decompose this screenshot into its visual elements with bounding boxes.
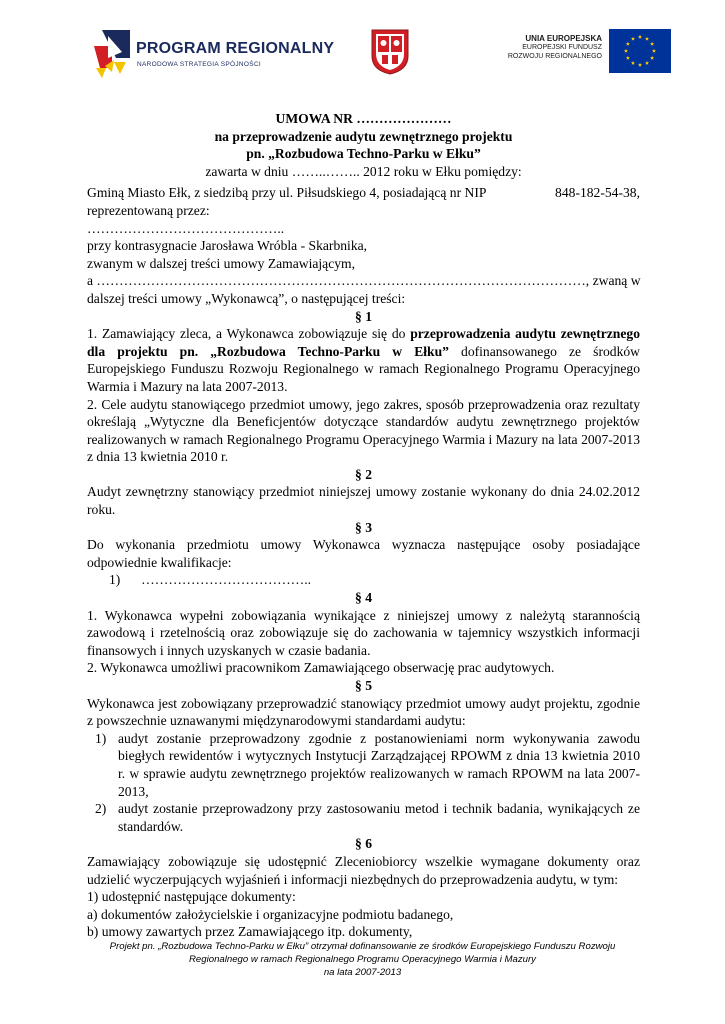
party1-alias: zwanym w dalszej treści umowy Zamawiającym,: [87, 255, 356, 271]
section-5-heading: § 5: [355, 678, 372, 693]
eu-label: [498, 34, 602, 61]
section-3-heading: § 3: [355, 519, 372, 535]
section-3-text: Do wykonania przedmiotu umowy Wykonawca wyznacza następujące osoby posiadające odpowiednie kwalifikacje:: [87, 537, 640, 570]
party1-represented: reprezentowaną przez:: [87, 202, 210, 218]
section-6-line-2: a) dokumentów założycielskie i organizacyjne podmiotu badanego,: [87, 906, 454, 922]
party1-text: Gminą Miasto Ełk, z siedzibą przy ul. Piłsudskiego 4, posiadającą nr NIP: [87, 185, 487, 201]
contract-document: [87, 110, 640, 941]
program-regionalny-emblem-icon: [92, 28, 132, 80]
footer-line-3: na lata 2007-2013: [323, 967, 402, 978]
eu-label-line3: ROZWOJU REGIONALNEGO: [507, 53, 602, 60]
section-5-item-2: 2) audyt zostanie przeprowadzony przy zastosowaniu metod i technik badania, wynikających ze standardów.: [95, 801, 640, 834]
section-4-heading: § 4: [355, 590, 372, 606]
section-4-item-1: 1. Wykonawca wypełni zobowiązania wynikające z niniejszej umowy z należytą starannością zawodową i rzetelnością oraz zobowiązuje się do zachowania w tajemnicy wszystkich informacji finansowych i innych uzyskanych w czasie badania.: [87, 607, 640, 658]
section-3-item-text: ………………………………..: [141, 572, 312, 588]
section-6-heading: § 6: [355, 836, 372, 852]
section-6-line-1: 1) udostępnić następujące dokumenty:: [87, 889, 296, 905]
section-3-item-num: 1): [109, 572, 121, 588]
contract-title-line2: na przeprowadzenie audytu zewnętrznego projektu: [214, 128, 513, 144]
section-2-heading: § 2: [355, 466, 372, 482]
party1-line: [87, 184, 640, 202]
page-footer: [90, 940, 635, 979]
contract-title: UMOWA NR …………………: [275, 111, 452, 126]
section-5-item-1: 1) audyt zostanie przeprowadzony zgodnie z postanowieniami norm wykonywania zawodu biegłych rewidentów i wytycznych Instytucji Zarządzającej RPOWM z dnia 13 kwietnia 2010 r. w sprawie audytu zewnętrznego projektów realizowanych w ramach RPOWM na lata 2007-2013,: [95, 730, 640, 799]
section-6-intro: Zamawiający zobowiązuje się udostępnić Zleceniobiorcy wszelkie wymagane dokumenty oraz udzielić wyczerpujących wyjaśnień i informacji niezbędnych do przeprowadzenia audytu, w tym:: [87, 853, 640, 887]
contract-title-line3: pn. „Rozbudowa Techno-Parku w Ełku”: [246, 146, 481, 162]
section-1-item-1: 1. Zamawiający zleca, a Wykonawca zobowiązuje się do przeprowadzenia audytu zewnętrznego dla projektu pn. „Rozbudowa Techno-Parku w Ełku” dofinansowanego ze środków Europejskiego Funduszu Rozwoju Regionalnego w ramach Regionalnego Programu Operacyjnego Warmia i Mazury na lata 2007-2013.: [87, 326, 640, 394]
eu-label-line1: UNIA EUROPEJSKA: [525, 34, 602, 43]
section-2-text: Audyt zewnętrzny stanowiący przedmiot niniejszej umowy zostanie wykonany do dnia 24.02.2012 roku.: [87, 484, 640, 518]
eu-label-line2: EUROPEJSKI FUNDUSZ: [522, 44, 602, 51]
section-1-heading: § 1: [355, 308, 372, 324]
party1-nip: 848-182-54-38,: [555, 185, 640, 201]
section-4-item-2: 2. Wykonawca umożliwi pracownikom Zamawiającego obserwację prac audytowych.: [87, 660, 555, 676]
program-title: PROGRAM REGIONALNY: [136, 40, 335, 57]
representative-placeholder: ……………………………………..: [87, 220, 285, 236]
contract-date-line: zawarta w dniu ……..…….. 2012 roku w Ełku pomiędzy:: [205, 163, 522, 179]
footer-line-2: Regionalnego w ramach Regionalnego Programu Operacyjnego Warmia i Mazury: [189, 954, 536, 965]
section-1-item-2: 2. Cele audytu stanowiącego przedmiot umowy, jego zakres, sposób przeprowadzenia oraz rezultaty określają „Wytyczne dla Beneficjentów dotyczące standardów audytu zewnętrznego projektów realizowanych w ramach Regionalnego Programu Operacyjnego Warmia i Mazury na lata 2007-2013 z dnia 13 kwietnia 2010 r.: [87, 396, 640, 465]
section-6-line-3: b) umowy zawartych przez Zamawiającego itp. dokumenty,: [87, 924, 413, 940]
section-5-intro: Wykonawca jest zobowiązany przeprowadzić stanowiący przedmiot umowy audyt projektu, zgodnie z powszechnie uznawanymi międzynarodowymi standardami audytu:: [87, 695, 640, 729]
coat-of-arms-icon: [370, 28, 410, 76]
page-header: [0, 22, 725, 84]
program-regionalny-logo: [92, 28, 335, 80]
party2-line: a ………………………………………………………………………………………………, zwaną w: [87, 273, 641, 289]
footer-line-1: Projekt pn. „Rozbudowa Techno-Parku w Ełku” otrzymał dofinansowanie ze środków Europejskiego Funduszu Rozwoju: [109, 941, 616, 952]
countersignature: przy kontrasygnacie Jarosława Wróbla - Skarbnika,: [87, 238, 368, 254]
eu-flag-icon: [609, 29, 671, 73]
section-3-item: [87, 571, 640, 589]
party2-alias: dalszej treści umowy „Wykonawcą”, o następującej treści:: [87, 290, 406, 306]
program-subtitle: NARODOWA STRATEGIA SPÓJNOŚCI: [137, 61, 261, 68]
